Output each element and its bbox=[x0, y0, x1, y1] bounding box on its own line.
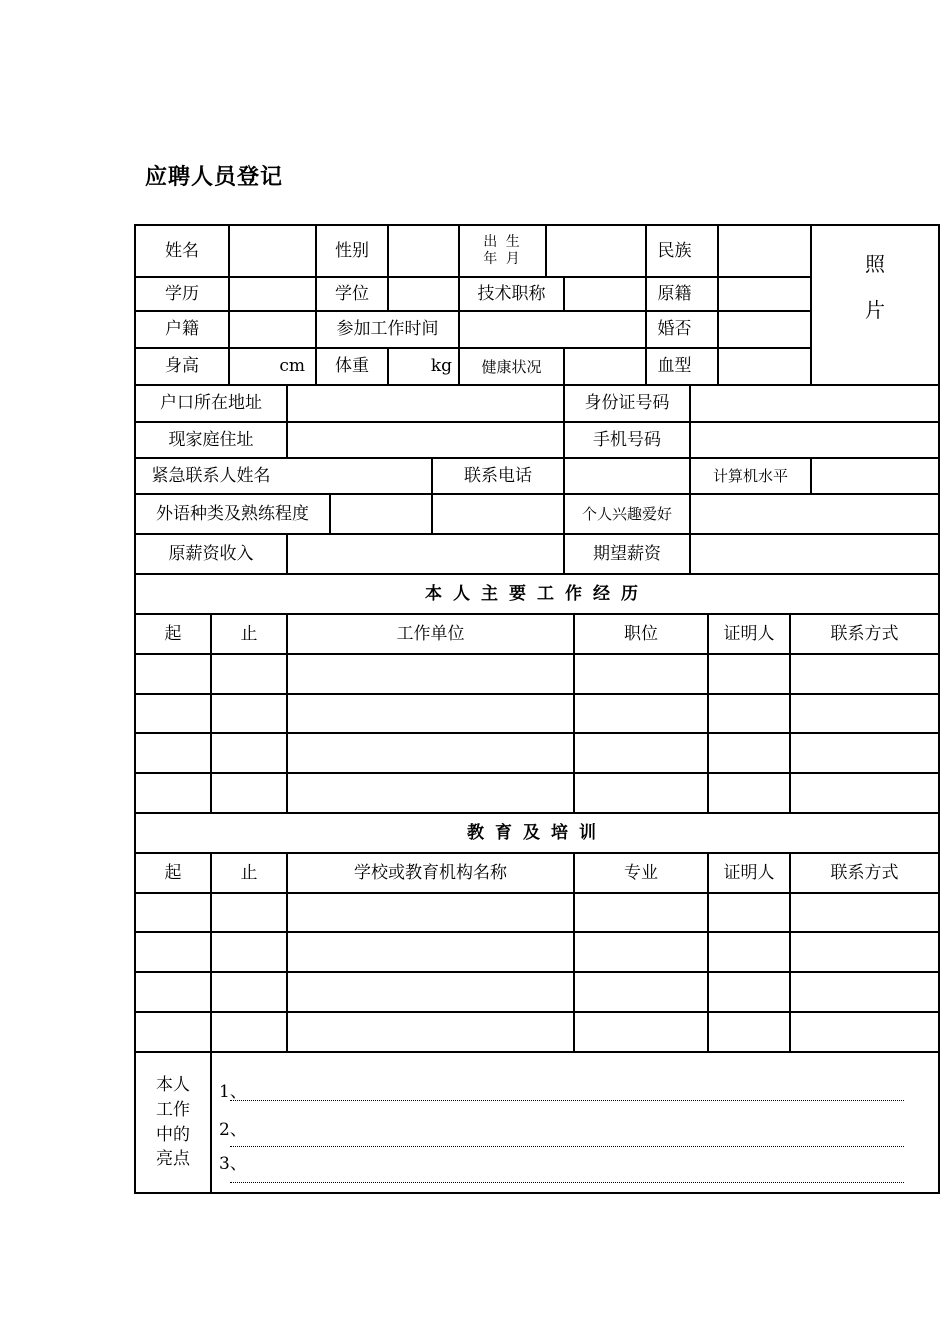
former-salary-field[interactable] bbox=[288, 535, 563, 573]
mobile-label: 手机号码 bbox=[593, 429, 661, 450]
height-label: 身高 bbox=[165, 356, 199, 377]
highlight-item-1-number: 1、 bbox=[219, 1081, 247, 1102]
highlights-label-line3: 中的 bbox=[156, 1124, 190, 1145]
work-header-from: 起 bbox=[164, 623, 182, 644]
phone-label: 联系电话 bbox=[464, 465, 532, 486]
edu-row-2[interactable] bbox=[136, 933, 938, 971]
highlight-line-3[interactable] bbox=[230, 1182, 904, 1183]
work-header-contact: 联系方式 bbox=[830, 623, 899, 644]
home-address-label: 现家庭住址 bbox=[168, 429, 254, 450]
name-label: 姓名 bbox=[165, 240, 199, 261]
photo-char-1: 照 bbox=[865, 252, 885, 276]
language-field[interactable] bbox=[331, 495, 431, 533]
edu-row-4[interactable] bbox=[136, 1013, 938, 1051]
hukou-address-label: 户口所在地址 bbox=[160, 393, 262, 414]
work-row-2[interactable] bbox=[136, 695, 938, 732]
work-header-reference: 证明人 bbox=[723, 623, 775, 644]
hukou-address-field[interactable] bbox=[288, 386, 563, 421]
degree-label: 学位 bbox=[335, 283, 369, 304]
edu-header-from: 起 bbox=[164, 862, 182, 883]
birth-date-field[interactable] bbox=[547, 226, 645, 276]
highlight-line-1[interactable] bbox=[230, 1100, 904, 1101]
work-row-1[interactable] bbox=[136, 655, 938, 693]
id-number-label: 身份证号码 bbox=[584, 393, 670, 414]
blood-type-label: 血型 bbox=[657, 356, 692, 377]
birth-label-line2: 年 月 bbox=[483, 251, 522, 267]
photo-char-2: 片 bbox=[865, 298, 885, 322]
hobby-field[interactable] bbox=[691, 495, 938, 533]
hobby-label: 个人兴趣爱好 bbox=[581, 505, 672, 523]
origin-field[interactable] bbox=[719, 278, 810, 310]
highlight-item-3-number: 3、 bbox=[219, 1153, 247, 1174]
work-header-position: 职位 bbox=[624, 623, 658, 644]
id-number-field[interactable] bbox=[691, 386, 938, 421]
expected-salary-label: 期望薪资 bbox=[593, 543, 661, 564]
birth-date-label bbox=[460, 226, 545, 276]
highlight-item-2-number: 2、 bbox=[219, 1119, 247, 1140]
computer-level-field[interactable] bbox=[812, 459, 938, 493]
ethnicity-label: 民族 bbox=[657, 240, 692, 261]
work-row-4[interactable] bbox=[136, 774, 938, 812]
former-salary-label: 原薪资收入 bbox=[168, 543, 254, 564]
health-label: 健康状况 bbox=[481, 357, 542, 376]
work-start-label: 参加工作时间 bbox=[336, 319, 439, 340]
row-line bbox=[134, 1051, 940, 1053]
work-row-3[interactable] bbox=[136, 734, 938, 772]
language-label: 外语种类及熟练程度 bbox=[156, 503, 309, 524]
emergency-name-label: 紧急联系人姓名 bbox=[151, 465, 271, 486]
height-unit: cm bbox=[279, 356, 305, 377]
mobile-field[interactable] bbox=[691, 423, 938, 457]
edu-header-reference: 证明人 bbox=[723, 862, 775, 883]
tech-title-field[interactable] bbox=[565, 278, 645, 310]
highlights-label-line4: 亮点 bbox=[156, 1149, 190, 1170]
health-field[interactable] bbox=[565, 349, 645, 384]
birth-label-line1: 出 生 bbox=[483, 234, 522, 251]
origin-label: 原籍 bbox=[657, 283, 692, 304]
education-field[interactable] bbox=[230, 278, 315, 310]
work-header-employer: 工作单位 bbox=[396, 623, 465, 644]
highlight-line-2[interactable] bbox=[230, 1146, 904, 1147]
edu-row-3[interactable] bbox=[136, 973, 938, 1011]
hukou-label: 户籍 bbox=[165, 319, 199, 340]
phone-field[interactable] bbox=[565, 459, 689, 493]
gender-label: 性别 bbox=[335, 240, 369, 261]
marital-field[interactable] bbox=[719, 312, 810, 347]
form-title: 应聘人员登记 bbox=[145, 165, 284, 190]
table-border-bottom bbox=[134, 1192, 940, 1194]
hukou-field[interactable] bbox=[230, 312, 315, 347]
edu-header-major: 专业 bbox=[624, 862, 658, 883]
computer-level-label: 计算机水平 bbox=[712, 467, 788, 485]
education-section-heading: 教育及培训 bbox=[467, 822, 607, 843]
tech-title-label: 技术职称 bbox=[477, 283, 546, 304]
highlights-label-line2: 工作 bbox=[156, 1099, 190, 1120]
language-field-2[interactable] bbox=[433, 495, 563, 533]
expected-salary-field[interactable] bbox=[691, 535, 938, 573]
edu-header-school: 学校或教育机构名称 bbox=[354, 862, 507, 883]
home-address-field[interactable] bbox=[288, 423, 563, 457]
emergency-name-field[interactable] bbox=[288, 459, 431, 493]
highlights-label-line1: 本人 bbox=[156, 1075, 190, 1096]
blood-type-field[interactable] bbox=[719, 349, 810, 384]
edu-row-1[interactable] bbox=[136, 894, 938, 931]
marital-label: 婚否 bbox=[657, 319, 692, 340]
weight-unit: kg bbox=[430, 356, 452, 377]
edu-header-contact: 联系方式 bbox=[830, 862, 899, 883]
degree-field[interactable] bbox=[389, 278, 458, 310]
table-border-right bbox=[938, 224, 940, 1194]
ethnicity-field[interactable] bbox=[719, 226, 810, 276]
col-line bbox=[210, 1051, 212, 1194]
education-label: 学历 bbox=[165, 283, 199, 304]
edu-header-to: 止 bbox=[240, 862, 258, 883]
work-header-to: 止 bbox=[240, 623, 258, 644]
name-field[interactable] bbox=[230, 226, 315, 276]
work-section-heading: 本人主要工作经历 bbox=[425, 583, 649, 604]
work-start-field[interactable] bbox=[460, 312, 645, 347]
highlights-label bbox=[136, 1053, 210, 1192]
gender-field[interactable] bbox=[389, 226, 458, 276]
weight-label: 体重 bbox=[335, 356, 369, 377]
photo-area[interactable] bbox=[812, 226, 938, 384]
